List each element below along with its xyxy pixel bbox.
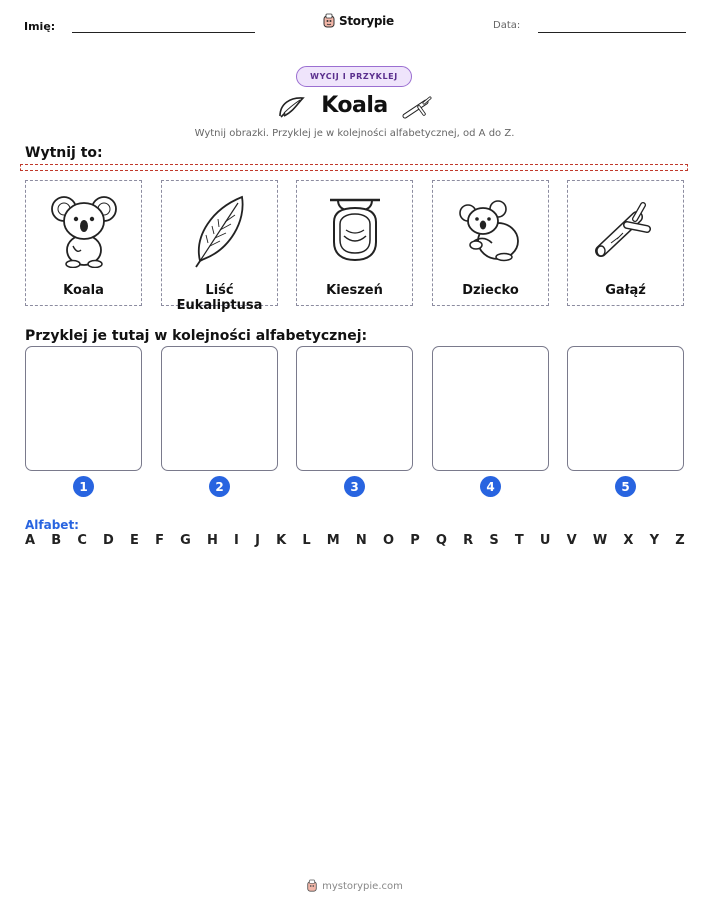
brand-name: Storypie [339,14,394,28]
alphabet-letter: I [234,533,239,548]
alphabet-row [25,533,685,548]
paste-number-badge: 4 [480,476,501,497]
alphabet-letter: L [302,533,311,548]
eucalyptus-leaf-icon [190,191,250,269]
alphabet-letter: Q [435,533,447,548]
cut-card-label: Liść Eukaliptusa [176,283,263,313]
cut-card-label: Kieszeń [326,283,383,298]
alphabet-letter: V [566,533,577,548]
cut-card-branch[interactable] [567,180,684,306]
alphabet-letter: Z [675,533,685,548]
paste-box-3[interactable] [296,346,413,471]
paste-number-badge: 5 [615,476,636,497]
alphabet-letter: E [130,533,139,548]
alphabet-letter: C [77,533,87,548]
paste-box-5[interactable] [567,346,684,471]
cut-card-label: Koala [63,283,104,298]
alphabet-letter: A [25,533,36,548]
storypie-mascot-icon [306,879,318,893]
alphabet-letter: D [103,533,114,548]
cut-card-pouch[interactable] [296,180,413,306]
paste-box-1[interactable] [25,346,142,471]
alphabet-letter: R [463,533,474,548]
brand-logo [322,13,394,29]
page-title: Koala [321,93,388,118]
storypie-mascot-icon [322,13,336,29]
cut-card-label: Dziecko [462,283,519,298]
cut-card-koala[interactable] [25,180,142,306]
alphabet-letter: J [255,533,260,548]
date-label: Data: [493,20,521,31]
cut-section-label: Wytnij to: [25,145,103,161]
name-write-line [72,32,255,33]
baby-koala-icon [458,197,524,263]
alphabet-letter: S [489,533,499,548]
branch-decoration-icon [402,94,434,120]
footer [0,879,709,893]
koala-icon [49,192,119,268]
alphabet-letter: U [539,533,551,548]
alphabet-letter: K [276,533,287,548]
branch-icon [593,197,659,263]
paste-number-badge: 1 [73,476,94,497]
activity-badge: WYCIJ I PRZYKLEJ [296,66,412,87]
paste-number-badge: 2 [209,476,230,497]
paste-box-4[interactable] [432,346,549,471]
paste-number-badge: 3 [344,476,365,497]
alphabet-letter: M [326,533,340,548]
alphabet-label: Alfabet: [25,518,79,532]
alphabet-letter: P [410,533,420,548]
footer-url: mystorypie.com [322,880,403,892]
paste-box-2[interactable] [161,346,278,471]
pouch-icon [324,194,386,266]
date-write-line [538,32,686,33]
cut-line [20,164,688,171]
cut-card-baby[interactable] [432,180,549,306]
alphabet-letter: Y [649,533,660,548]
alphabet-letter: H [206,533,218,548]
alphabet-letter: B [51,533,62,548]
alphabet-letter: F [155,533,164,548]
alphabet-letter: X [623,533,634,548]
alphabet-letter: N [355,533,367,548]
alphabet-letter: W [592,533,608,548]
alphabet-letter: G [180,533,191,548]
alphabet-letter: T [514,533,524,548]
cut-card-eucalyptus-leaf[interactable] [161,180,278,313]
name-label: Imię: [24,20,56,33]
cut-card-label: Gałąź [605,283,646,298]
alphabet-letter: O [382,533,395,548]
instructions: Wytnij obrazki. Przyklej je w kolejności alfabetycznej, od A do Z. [194,128,515,139]
paste-section-label: Przyklej je tutaj w kolejności alfabetycznej: [25,328,368,344]
